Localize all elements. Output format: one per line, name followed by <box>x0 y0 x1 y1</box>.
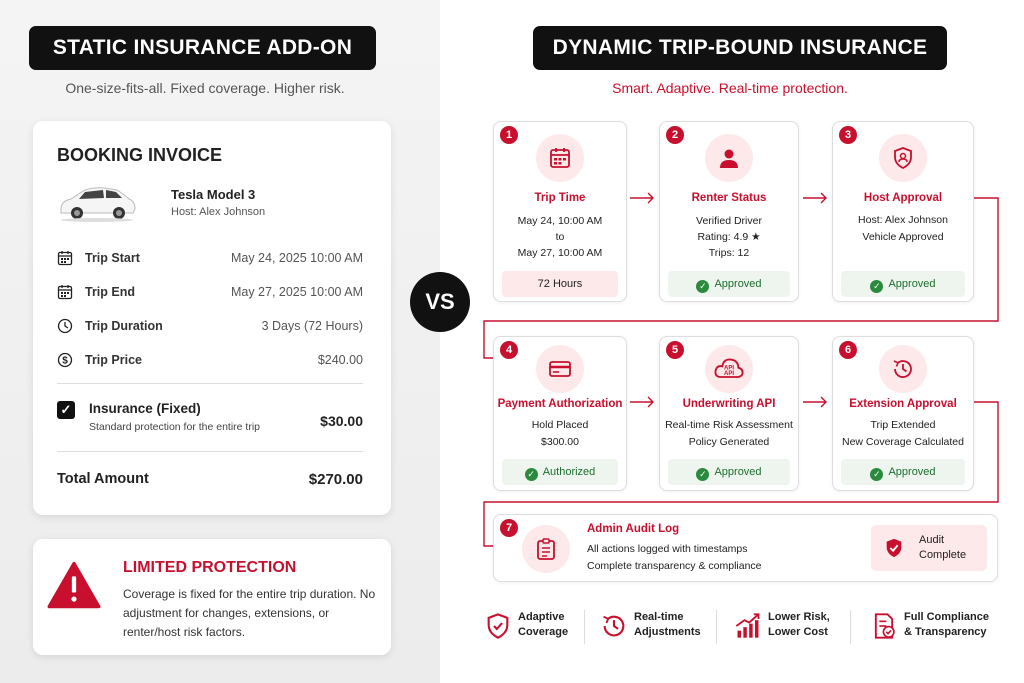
clipboard-icon <box>534 537 558 561</box>
step-line: to <box>555 231 565 243</box>
invoice-row-trip-start <box>57 249 363 269</box>
insurance-checkbox[interactable]: ✓ <box>57 401 75 419</box>
step-icon-bg <box>705 134 753 182</box>
insurance-value: $30.00 <box>320 413 363 429</box>
total-value: $270.00 <box>308 471 363 488</box>
duration-badge: 72 Hours <box>502 271 618 297</box>
step-title: Underwriting API <box>682 398 776 410</box>
step-line: Complete transparency & compliance <box>587 560 762 572</box>
svg-text:API: API <box>723 371 735 377</box>
trip-start-label: Trip Start <box>85 251 140 265</box>
badge-label: Approved <box>888 278 936 290</box>
dollar-icon <box>57 352 73 368</box>
status-badge <box>841 459 965 485</box>
svg-text:$: $ <box>62 355 68 367</box>
step-payment-authorization <box>493 336 627 491</box>
step-line: Policy Generated <box>688 436 770 448</box>
warning-title: LIMITED PROTECTION <box>123 559 297 576</box>
svg-text:API: API <box>723 365 735 372</box>
invoice-title: BOOKING INVOICE <box>57 145 223 165</box>
step-extension-approval <box>832 336 974 491</box>
step-underwriting-api <box>659 336 799 491</box>
step-icon-bg <box>705 345 753 393</box>
car-host: Host: Alex Johnson <box>171 206 266 218</box>
warning-text: Coverage is fixed for the entire trip duration. No adjustment for changes, extensions, or renter/host risk factors. <box>123 587 376 639</box>
step-number: 6 <box>839 341 857 359</box>
step-line: Trip Extended <box>870 419 936 431</box>
check-icon: ✓ <box>696 468 709 481</box>
step-line: May 24, 10:00 AM <box>517 215 603 227</box>
trip-duration-label: Trip Duration <box>85 319 163 333</box>
feature-label: Real-time Adjustments <box>634 611 701 638</box>
step-admin-audit-log <box>493 514 998 582</box>
step-number: 5 <box>666 341 684 359</box>
status-badge <box>668 459 790 485</box>
step-line: Hold Placed <box>531 419 589 431</box>
step-icon-bg <box>879 345 927 393</box>
divider <box>716 610 717 644</box>
warning-icon <box>47 561 101 609</box>
badge-label: Approved <box>714 278 762 290</box>
chart-up-icon <box>734 612 762 640</box>
invoice-row-trip-price <box>57 351 363 371</box>
refresh-clock-icon <box>600 612 628 640</box>
step-trip-time <box>493 121 627 302</box>
trip-end-value: May 27, 2025 10:00 AM <box>230 285 363 299</box>
step-icon-bg <box>536 134 584 182</box>
car-name: Tesla Model 3 <box>171 187 256 202</box>
step-number: 3 <box>839 126 857 144</box>
car-image <box>57 179 137 223</box>
shield-check-icon <box>883 536 905 560</box>
calendar-icon <box>548 146 572 170</box>
vs-badge: VS <box>410 272 470 332</box>
step-line: Trips: 12 <box>708 247 750 259</box>
trip-duration-value: 3 Days (72 Hours) <box>261 319 363 333</box>
static-title: STATIC INSURANCE ADD-ON <box>29 26 376 70</box>
credit-card-icon <box>548 357 572 381</box>
history-clock-icon <box>891 357 915 381</box>
status-badge <box>502 459 618 485</box>
step-title: Trip Time <box>534 192 586 204</box>
trip-price-label: Trip Price <box>85 353 142 367</box>
step-line: New Coverage Calculated <box>842 436 964 448</box>
booking-invoice-card <box>33 121 391 515</box>
status-badge <box>841 271 965 297</box>
step-icon-bg <box>536 345 584 393</box>
step-icon-bg <box>522 525 570 573</box>
api-cloud-icon <box>713 353 745 385</box>
audit-complete-label: Audit Complete <box>919 534 967 561</box>
check-icon: ✓ <box>696 280 709 293</box>
step-number: 7 <box>500 519 518 537</box>
divider <box>57 383 363 384</box>
feature-label: Full Compliance & Transparency <box>904 611 989 638</box>
audit-complete-badge <box>871 525 987 571</box>
insurance-description: Standard protection for the entire trip <box>89 421 261 433</box>
step-host-approval <box>832 121 974 302</box>
divider <box>850 610 851 644</box>
insurance-label: Insurance (Fixed) <box>89 401 201 416</box>
status-badge <box>668 271 790 297</box>
step-number: 4 <box>500 341 518 359</box>
user-icon <box>717 146 741 170</box>
step-line: Verified Driver <box>696 215 762 227</box>
shield-check-icon <box>484 612 512 640</box>
check-icon: ✓ <box>525 468 538 481</box>
divider <box>584 610 585 644</box>
badge-label: Approved <box>888 466 936 478</box>
check-icon: ✓ <box>870 280 883 293</box>
step-icon-bg <box>879 134 927 182</box>
step-line: All actions logged with timestamps <box>587 543 748 555</box>
limited-protection-card <box>33 539 391 655</box>
step-line: May 27, 10:00 AM <box>517 247 603 259</box>
calendar-icon <box>57 250 73 266</box>
dynamic-subtitle: Smart. Adaptive. Real-time protection. <box>612 80 848 96</box>
total-label: Total Amount <box>57 471 149 487</box>
feature-label: Adaptive Coverage <box>518 611 569 638</box>
trip-price-value: $240.00 <box>317 353 363 367</box>
divider <box>57 451 363 452</box>
step-line: Host: Alex Johnson <box>858 214 948 226</box>
calendar-icon <box>57 284 73 300</box>
step-title: Host Approval <box>863 192 943 204</box>
step-title: Extension Approval <box>849 398 957 410</box>
step-title: Payment Authorization <box>497 398 623 410</box>
check-icon: ✓ <box>870 468 883 481</box>
shield-user-icon <box>891 146 915 170</box>
invoice-row-trip-end <box>57 283 363 303</box>
step-title: Admin Audit Log <box>587 523 680 535</box>
step-number: 2 <box>666 126 684 144</box>
static-subtitle: One-size-fits-all. Fixed coverage. Higher risk. <box>65 80 345 96</box>
badge-label: Approved <box>714 466 762 478</box>
feature-label: Lower Risk, Lower Cost <box>768 611 830 638</box>
step-number: 1 <box>500 126 518 144</box>
trip-end-label: Trip End <box>85 285 135 299</box>
step-line: $300.00 <box>541 436 579 448</box>
step-line: Real-time Risk Assessment <box>665 419 793 431</box>
step-line: Vehicle Approved <box>862 231 944 243</box>
clock-icon <box>57 318 73 334</box>
document-check-icon <box>870 612 898 640</box>
step-line: Rating: 4.9 ★ <box>697 231 761 243</box>
invoice-row-trip-duration <box>57 317 363 337</box>
step-renter-status <box>659 121 799 302</box>
dynamic-title: DYNAMIC TRIP-BOUND INSURANCE <box>533 26 947 70</box>
step-title: Renter Status <box>691 192 767 204</box>
badge-label: Authorized <box>542 466 596 478</box>
trip-start-value: May 24, 2025 10:00 AM <box>230 251 363 265</box>
